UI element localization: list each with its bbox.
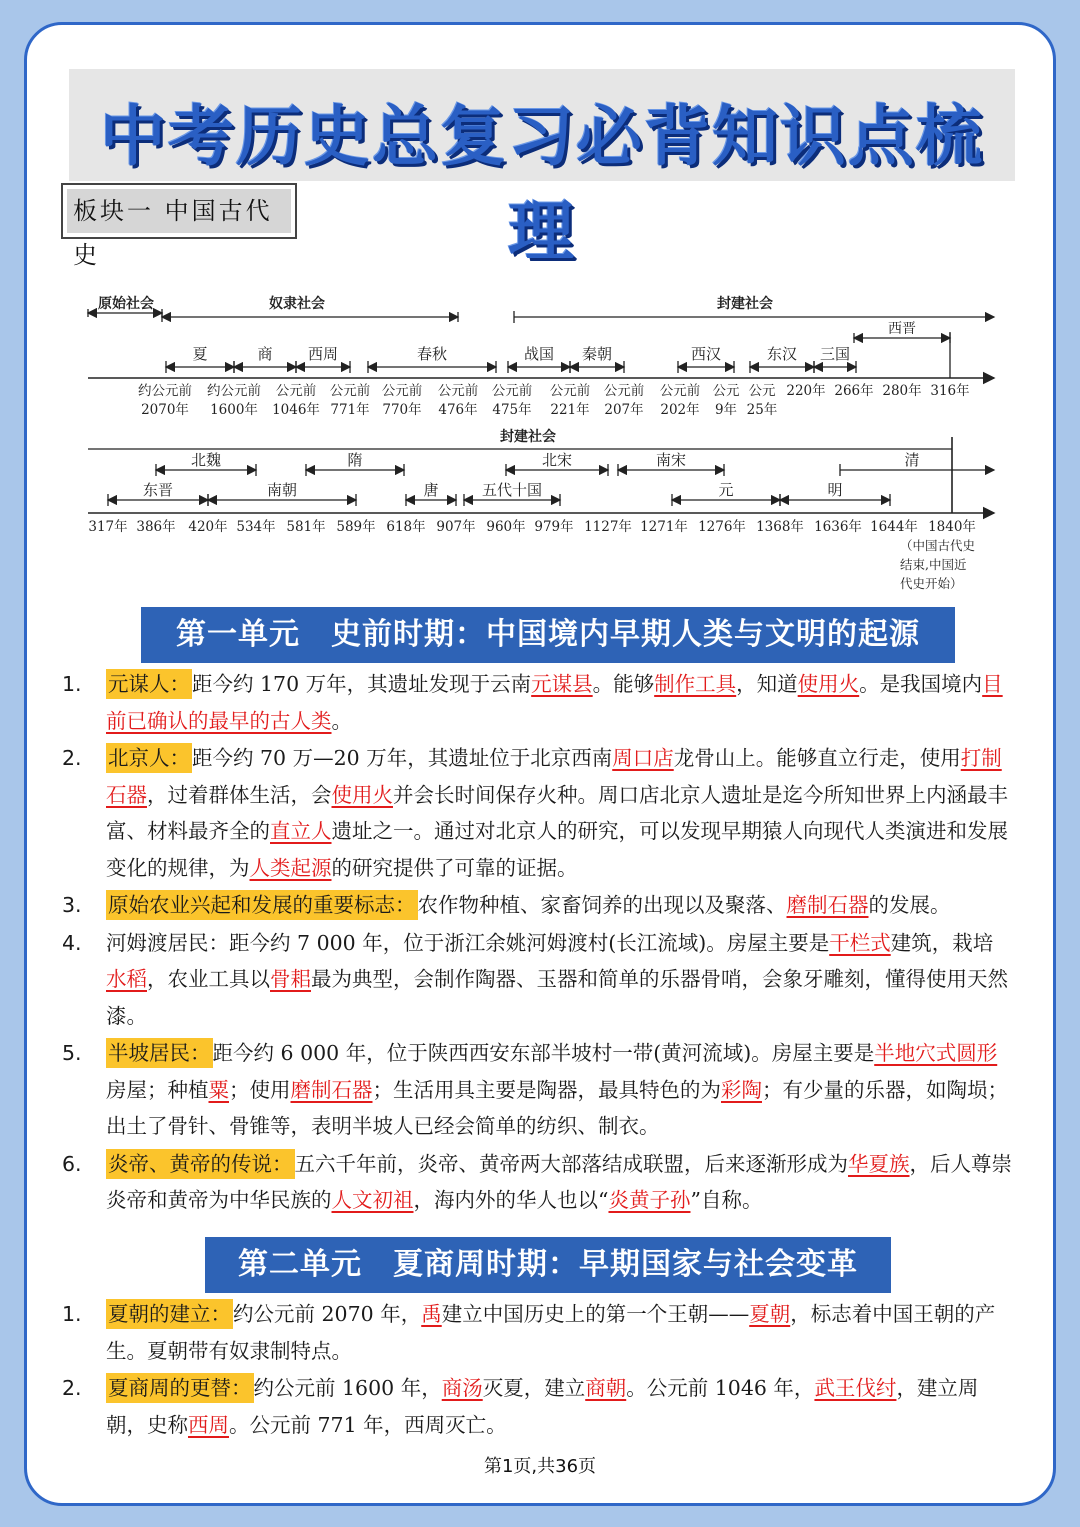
year-label: 公元 <box>748 383 776 399</box>
item-heading: 半坡居民： <box>106 1038 213 1068</box>
year-label: 2070年 <box>141 402 189 418</box>
key-term: 炎黄子孙 <box>608 1188 691 1212</box>
item-text: ，海内外的华人也以“ <box>413 1188 609 1212</box>
year-label: 9年 <box>714 402 738 418</box>
year-label: 25年 <box>746 402 778 418</box>
unit2-list <box>62 1296 1012 1444</box>
key-term: 禹 <box>421 1302 442 1326</box>
item-text: 。 <box>331 708 352 733</box>
era-label: 奴隶社会 <box>269 296 325 312</box>
key-term: 人类起源 <box>249 855 332 880</box>
item-text: ；生活用具主要是陶器，最具特色的为 <box>372 1077 721 1102</box>
year-label: 386年 <box>136 519 176 535</box>
item-number: 2. <box>62 746 82 770</box>
item-text: 最为典型，会制作陶器、玉器和简单的乐器骨哨，会象牙雕刻，懂得使用天然漆。 <box>106 967 1008 1028</box>
key-term: 商朝 <box>585 1376 627 1400</box>
year-label: 960年 <box>486 519 526 535</box>
year-label: 534年 <box>236 519 276 535</box>
item-number: 2. <box>62 1376 82 1400</box>
era-label: 封建社会 <box>717 296 773 312</box>
year-label: 202年 <box>660 402 700 418</box>
item-text: 约公元前 2070 年， <box>233 1302 422 1326</box>
key-term: 使用火 <box>797 672 860 696</box>
era-label: 原始社会 <box>98 296 154 312</box>
list-item <box>62 925 1012 1035</box>
dynasty-label: 五代十国 <box>481 481 543 499</box>
year-label: 公元前 <box>275 383 317 399</box>
year-label: 公元前 <box>437 383 479 399</box>
dynasty-label: 明 <box>827 481 843 499</box>
key-term: 打制石器 <box>106 746 1002 807</box>
page-footer: 第1页,共36页 <box>483 1456 597 1477</box>
year-label: 581年 <box>286 519 326 535</box>
item-text: 并会长时间保存火种。周口店北京人遗址是迄今所知世界上内涵最丰富、材料最齐全的 <box>106 782 1008 843</box>
item-heading: 北京人： <box>106 743 192 773</box>
key-term: 水稻 <box>106 967 147 991</box>
key-term: 干栏式 <box>829 930 891 955</box>
year-label: 316年 <box>930 383 970 399</box>
era-label: 封建社会 <box>500 429 556 445</box>
year-label: 979年 <box>534 519 574 535</box>
dynasty-label: 南朝 <box>266 481 298 499</box>
dynasty-label: 商 <box>257 345 273 363</box>
year-label: 207年 <box>604 402 644 418</box>
year-label: 公元前 <box>603 383 645 399</box>
item-text: 。能够 <box>592 672 655 696</box>
timeline-note: 结束,中国近 <box>900 557 967 572</box>
timeline-note: 代史开始） <box>900 576 963 591</box>
year-label: 1046年 <box>272 402 320 418</box>
year-label: 1368年 <box>756 519 804 535</box>
item-text: ；有少量的乐器，如陶埙；出土了骨针、骨锥等，表明半坡人已经会简单的纺织、制衣。 <box>106 1077 1008 1138</box>
year-label: 1644年 <box>870 519 918 535</box>
list-item <box>62 1370 1012 1443</box>
year-label: 476年 <box>438 402 478 418</box>
item-number: 1. <box>62 1302 82 1326</box>
year-label: 317年 <box>88 519 128 535</box>
year-label: 266年 <box>834 383 874 399</box>
year-label: 1636年 <box>814 519 862 535</box>
year-label: 1127年 <box>584 519 632 535</box>
year-label: 420年 <box>188 519 228 535</box>
item-text: 灭夏，建立 <box>482 1376 586 1400</box>
item-number: 5. <box>62 1041 82 1065</box>
year-label: 618年 <box>386 519 426 535</box>
year-label: 220年 <box>786 383 826 399</box>
item-number: 4. <box>62 930 82 955</box>
item-text: ，建立周朝，史称 <box>106 1376 979 1437</box>
year-label: 589年 <box>336 519 376 535</box>
item-heading: 夏朝的建立： <box>106 1299 233 1329</box>
dynasty-label: 清 <box>904 451 920 469</box>
year-label: 280年 <box>882 383 922 399</box>
item-text: 遗址之一。通过对北京人的研究，可以发现早期猿人向现代人类演进和发展变化的规律，为 <box>106 819 1008 880</box>
year-label: 1600年 <box>210 402 258 418</box>
item-text: ，后人尊崇炎帝和黄帝为中华民族的 <box>106 1151 1012 1212</box>
dynasty-label: 西周 <box>307 345 339 363</box>
key-term: 夏朝 <box>749 1302 791 1326</box>
item-text: 房屋；种植 <box>106 1077 209 1102</box>
key-term: 西周 <box>188 1412 229 1437</box>
item-text: 建筑，栽培 <box>890 930 994 955</box>
key-term: 人文初祖 <box>331 1188 414 1212</box>
item-text: ；使用 <box>229 1077 291 1102</box>
key-term: 华夏族 <box>848 1151 910 1176</box>
unit1-list <box>62 666 1012 1220</box>
key-term: 磨制石器 <box>290 1077 373 1102</box>
item-text: 距今约 170 万年，其遗址发现于云南 <box>192 672 532 696</box>
item-text: ，农业工具以 <box>147 967 270 991</box>
item-text: 距今约 6 000 年，位于陕西西安东部半坡村一带(黄河流域)。房屋主要是 <box>212 1041 875 1065</box>
year-label: 1276年 <box>698 519 746 535</box>
item-number: 1. <box>62 672 82 696</box>
year-label: 公元前 <box>659 383 701 399</box>
dynasty-label: 春秋 <box>416 345 448 363</box>
key-term: 商汤 <box>441 1376 483 1400</box>
dynasty-label: 南宋 <box>655 451 687 469</box>
key-term: 半地穴式圆形 <box>874 1041 998 1065</box>
year-label: 公元前 <box>549 383 591 399</box>
unit1-header: 第一单元 史前时期：中国境内早期人类与文明的起源 <box>141 607 955 663</box>
item-heading: 夏商周的更替： <box>106 1373 254 1403</box>
dynasty-label: 夏 <box>192 345 208 363</box>
section-tag <box>61 183 297 269</box>
item-text: 河姆渡居民：距今约 7 000 年，位于浙江余姚河姆渡村(长江流域)。房屋主要是 <box>106 930 830 955</box>
item-text: ，知道 <box>736 672 798 696</box>
list-item <box>62 1146 1012 1219</box>
year-label: 公元 <box>712 383 740 399</box>
key-term: 武王伐纣 <box>814 1376 897 1400</box>
key-term: 制作工具 <box>654 672 737 696</box>
dynasty-label: 北魏 <box>190 451 222 469</box>
item-text: 龙骨山上。能够直立行走，使用 <box>673 746 961 770</box>
year-label: 约公元前 <box>138 383 192 399</box>
item-text: ，标志着中国王朝的产生。夏朝带有奴隶制特点。 <box>106 1302 996 1363</box>
dynasty-label: 秦朝 <box>581 345 613 363</box>
dynasty-label: 唐 <box>423 481 439 499</box>
item-text: ，过着群体生活，会 <box>147 782 332 807</box>
section-tag-label: 板块一 中国古代史 <box>67 189 291 233</box>
key-term: 周口店 <box>612 746 674 770</box>
item-text: 。公元前 771 年，西周灭亡。 <box>229 1412 507 1437</box>
item-text: 。公元前 1046 年， <box>626 1376 815 1400</box>
dynasty-label: 元 <box>718 481 734 499</box>
item-text: 的发展。 <box>868 893 951 917</box>
item-text: 距今约 70 万—20 万年，其遗址位于北京西南 <box>192 746 613 770</box>
item-number: 6. <box>62 1151 82 1176</box>
dynasty-label: 隋 <box>347 451 363 469</box>
year-label: 公元前 <box>491 383 533 399</box>
list-item <box>62 1296 1012 1369</box>
year-label: 770年 <box>382 402 422 418</box>
year-label: 221年 <box>550 402 590 418</box>
unit2-header: 第二单元 夏商周时期：早期国家与社会变革 <box>205 1237 891 1293</box>
key-term: 骨耜 <box>270 967 311 991</box>
key-term: 直立人 <box>270 819 332 843</box>
year-label: 约公元前 <box>207 383 261 399</box>
list-item <box>62 666 1012 739</box>
year-label: 公元前 <box>329 383 371 399</box>
dynasty-label: 北宋 <box>541 451 573 469</box>
item-heading: 原始农业兴起和发展的重要标志： <box>106 890 418 920</box>
list-item <box>62 1035 1012 1145</box>
key-term: 元谋县 <box>531 672 593 696</box>
item-text: 的研究提供了可靠的证据。 <box>331 855 578 880</box>
key-term: 目前已确认的最早的古人类 <box>106 672 1003 733</box>
item-text: 。是我国境内 <box>859 672 983 696</box>
dynasty-label: 三国 <box>819 345 851 363</box>
dynasty-label: 西晋 <box>888 321 916 337</box>
list-item <box>62 740 1012 886</box>
item-text: 约公元前 1600 年， <box>253 1376 442 1400</box>
item-text: 五六千年前，炎帝、黄帝两大部落结成联盟，后来逐渐形成为 <box>294 1151 848 1176</box>
year-label: 907年 <box>436 519 476 535</box>
timeline-note: （中国古代史 <box>900 538 976 553</box>
item-text: ”自称。 <box>690 1188 763 1212</box>
dynasty-label: 战国 <box>523 345 555 363</box>
dynasty-label: 东晋 <box>142 481 174 499</box>
key-term: 使用火 <box>331 782 393 807</box>
dynasty-label: 东汉 <box>766 345 798 363</box>
year-label: 771年 <box>330 402 370 418</box>
year-label: 475年 <box>492 402 532 418</box>
item-text: 建立中国历史上的第一个王朝—— <box>441 1302 750 1326</box>
year-label: 1271年 <box>640 519 688 535</box>
item-number: 3. <box>62 893 82 917</box>
item-heading: 炎帝、黄帝的传说： <box>106 1149 295 1179</box>
list-item <box>62 887 1012 924</box>
year-label: 公元前 <box>381 383 423 399</box>
dynasty-label: 西汉 <box>690 345 722 363</box>
key-term: 粟 <box>208 1077 229 1102</box>
page-title: 中考历史总复习必背知识点梳理 <box>100 98 984 270</box>
item-heading: 元谋人： <box>106 669 192 699</box>
key-term: 磨制石器 <box>786 893 869 917</box>
key-term: 彩陶 <box>721 1077 762 1102</box>
history-timeline <box>50 262 1010 602</box>
item-text: 农作物种植、家畜饲养的出现以及聚落、 <box>417 893 787 917</box>
year-label: 1840年 <box>928 519 976 535</box>
